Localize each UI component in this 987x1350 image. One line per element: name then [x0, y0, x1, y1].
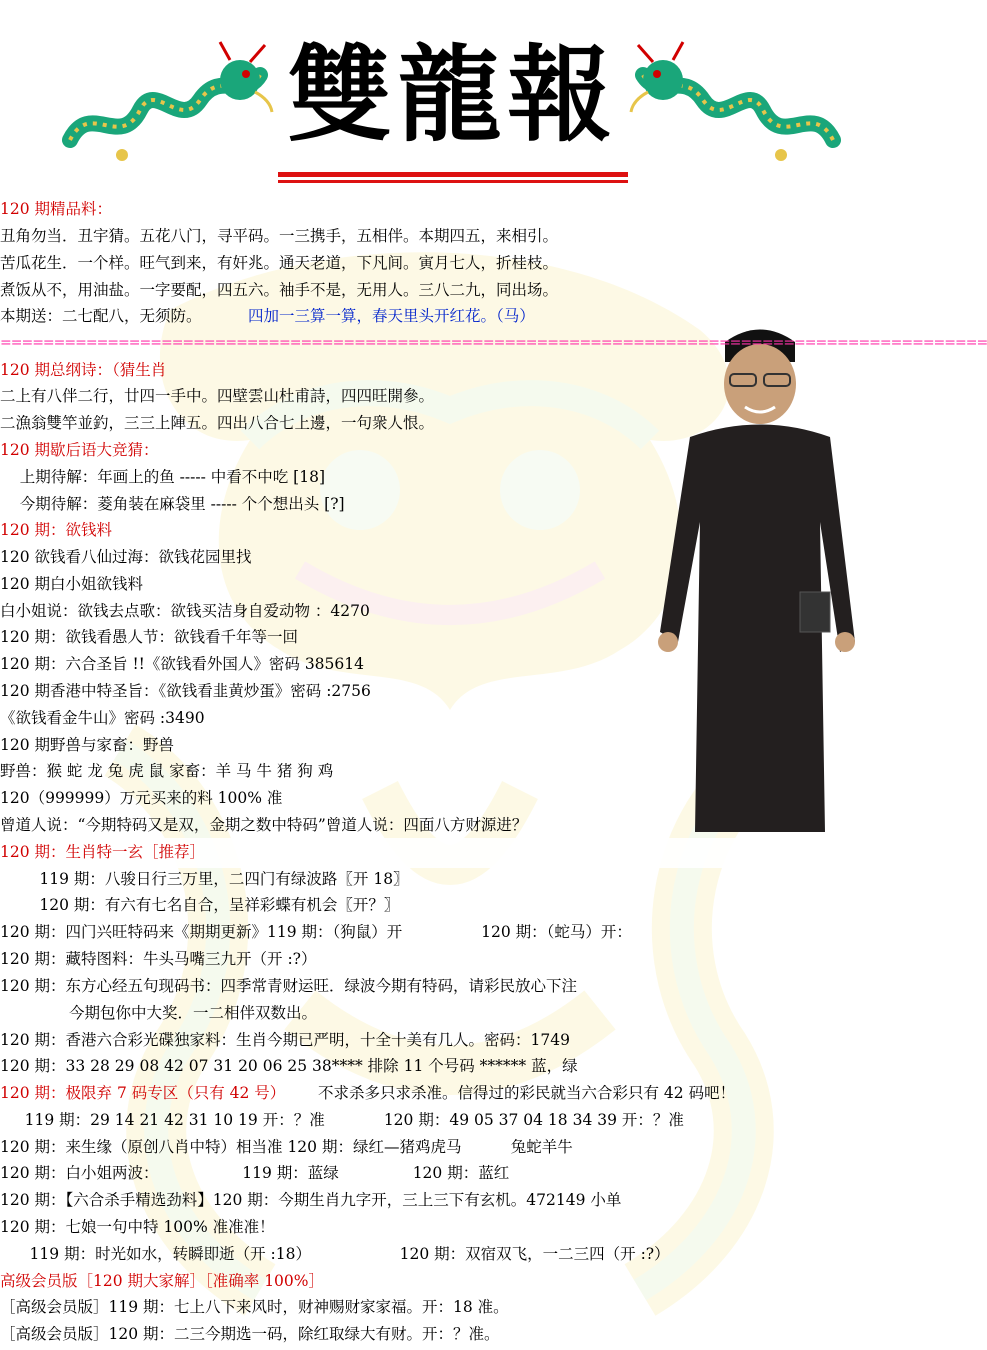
text-line: 120 欲钱看八仙过海：欲钱花园里找	[0, 548, 252, 566]
text-line: 120 期：有六有七名自合，呈祥彩蝶有机会〖开？〗	[0, 896, 400, 914]
text-line: 119 期：29 14 21 42 31 10 19 开：？准 120 期：49 05 37 04 18 34 39 开：？准	[0, 1111, 684, 1129]
text-line: 120 期：东方心经五句现码书：四季常青财运旺．绿波今期有特码，请彩民放心下注	[0, 977, 578, 995]
text-line: 120 期：来生缘（原创八肖中特）相当准 120 期：绿红—猪鸡虎马 兔蛇羊牛	[0, 1138, 573, 1156]
text-line: 本期送：二七配八，无须防。	[0, 307, 202, 325]
text-line: 煮饭从不，用油盐。一字要配，四五六。袖手不是，无用人。三八二九，同出场。	[0, 281, 559, 299]
title-underline	[278, 172, 628, 177]
text-line: 120 期野兽与家畜：野兽	[0, 736, 175, 754]
text-line: 120 期：33 28 29 08 42 07 31 20 06 25 38**** 排除 11 个号码 ****** 蓝，绿	[0, 1057, 578, 1075]
masthead	[0, 0, 900, 195]
text-line: 二漁翁雙竿並釣，三三上陣五。四出八合七上邊，一句衆人恨。	[0, 414, 435, 432]
section-heading: 120 期：欲钱料	[0, 521, 113, 539]
text-line: 120 期：【六合杀手精选劲料】120 期：今期生肖九字开，三上三下有玄机。472149 小单	[0, 1191, 622, 1209]
highlight-text: 四加一三算一算，春天里头开红花。（马）	[248, 307, 535, 325]
text-line: 119 期：时光如水，转瞬即逝（开 :18） 120 期：双宿双飞，一二三四（开 :?）	[0, 1245, 670, 1263]
separator-line: ============================================================================================	[0, 335, 987, 351]
dragon-icon	[628, 40, 843, 170]
text-line: 白小姐说：欲钱去点歌：欲钱买洁身自爱动物 ：4270	[0, 602, 370, 620]
text-line: ［高级会员版］120 期：二三今期选一码，除红取绿大有财。开：？准。	[0, 1325, 500, 1343]
text-line: 今期包你中大奖．一二相伴双数出。	[0, 1004, 317, 1022]
section-heading: 120 期总纲诗：（猜生肖	[0, 361, 167, 379]
text-line: 《欲钱看金牛山》密码 :3490	[0, 709, 205, 727]
text-line: 苦瓜花生．一个样。旺气到来，有奸兆。通天老道，下凡间。寅月七人，折桂枝。	[0, 254, 559, 272]
text-line: 120 期：七娘一句中特 100% 准准准！	[0, 1218, 275, 1236]
text-line: 上期待解：年画上的鱼 ----- 中看不中吃 [18]	[0, 468, 325, 486]
person-portrait-icon	[650, 322, 865, 842]
text-line: 119 期：八骏日行三万里，二四门有绿波路〖开 18〗	[0, 870, 409, 888]
section-heading: 高级会员版［120 期大家解］［准确率 100%］	[0, 1272, 325, 1290]
section-heading: 120 期：生肖特一玄［推荐］	[0, 843, 206, 861]
text-line: ［高级会员版］119 期：七上八下来风时，财神赐财家家福。开：18 准。	[0, 1298, 509, 1316]
text-line: 丑角勿当．丑宇猜。五花八门，寻平码。一三携手，五相伴。本期四五，来相引。	[0, 227, 559, 245]
text-line: 120 期：白小姐两波： 119 期：蓝绿 120 期：蓝红	[0, 1164, 510, 1182]
text-line: 120 期：六合圣旨 !!《欲钱看外国人》密码 385614	[0, 655, 364, 673]
title-underline	[278, 180, 628, 183]
text-line: 120 期：四门兴旺特码来《期期更新》119 期：（狗鼠）开 120 期：（蛇马）开：	[0, 923, 632, 941]
text-line: 野兽：猴 蛇 龙 兔 虎 鼠 家畜：羊 马 牛 猪 狗 鸡	[0, 762, 334, 780]
text-line: 曾道人说：“今期特码又是双，金期之数中特码”曾道人说：四面八方财源进？	[0, 816, 528, 834]
text-line: 120 期：欲钱看愚人节：欲钱看千年等一回	[0, 628, 299, 646]
text-line: 120 期香港中特圣旨：《欲钱看韭黄炒蛋》密码 :2756	[0, 682, 371, 700]
text-line: 二上有八伴二行，廿四一手中。四壁雲山杜甫詩，四四旺開參。	[0, 387, 435, 405]
text-line: 120 期：香港六合彩光碟独家料：生肖今期已严明，十全十美有几人。密码：1749	[0, 1031, 570, 1049]
text-line: 120（999999）万元买来的料 100% 准	[0, 789, 283, 807]
section-heading: 120 期精品料：	[0, 200, 113, 218]
text-line: 不求杀多只求杀准。信得过的彩民就当六合彩只有 42 码吧！	[318, 1084, 736, 1102]
section-heading: 120 期：极限弃 7 码专区（只有 42 号）	[0, 1084, 286, 1102]
dragon-icon	[60, 40, 275, 170]
text-line: 120 期：藏特图料：牛头马嘴三九开（开 :?）	[0, 950, 317, 968]
section-heading: 120 期歇后语大竞猜：	[0, 441, 159, 459]
masthead-title: 雙龍報	[287, 33, 618, 156]
text-line: 120 期白小姐欲钱料	[0, 575, 144, 593]
text-line: 今期待解：菱角装在麻袋里 ----- 个个想出头 [?]	[0, 495, 345, 513]
